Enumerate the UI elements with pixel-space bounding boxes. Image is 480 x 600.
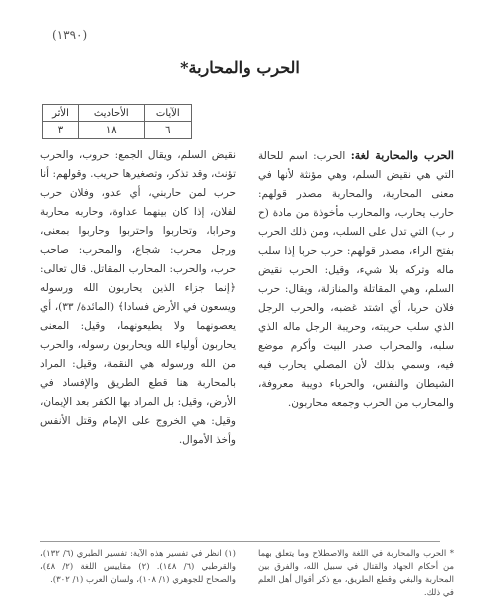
stats-value-athar: ٣ xyxy=(43,122,79,139)
footnote-right-text: * الحرب والمحاربة في اللغة والاصطلاح وما يتعلق بهما من أحكام الجهاد والقتال في سبيل الله، والفرق بين المحاربة والبغي وقطع الطريق، مع ذكر أقوال أهل العلم في ذلك. xyxy=(258,549,454,598)
stats-table-header-row xyxy=(43,105,192,122)
left-column-body: نقيض السلم، ويقال الجمع: حروب، والحرب تؤنث، وقد تذكر، وتصغيرها حريب. وقولهم: أنا حرب لمن حاربني، أي عدو، وفلان حرب لفلان، إذا كان بينهما عداوة، وحاربه محاربة وحرابا، وتحاربوا واحتربوا وحاربوا بمعنى، ورجل محرب: شجاع، والمحرب: صاحب حرب، والحرب: المحارب المقاتل. قال تعالى: ﴿إنما جزاء الذين يحاربون الله ورسوله ويسعون في الأرض فسادا﴾ (المائدة/ ٣٣)، أي يعصونهما ولا يطيعونهما، وقيل: المعنى يحاربون أولياء الله ويحاربون رسوله، والحرب من الله ورسوله هي النقمة، وقيل: المراد بالمحاربة هنا قطع الطريق والإفساد في الأرض، وقيل: بل المراد بها الكفر بعد الإيمان، وقيل: هي الخروج على الإمام وقتل الأنفس وأخذ الأموال. xyxy=(40,149,236,446)
footnote-divider xyxy=(40,541,440,542)
stats-header-verses: الآيات xyxy=(144,105,191,122)
stats-header-hadiths: الأحاديث xyxy=(78,105,144,122)
stats-header-athar: الأثر xyxy=(43,105,79,122)
section-heading: الحرب والمحاربة لغة: xyxy=(350,149,454,162)
stats-value-hadiths: ١٨ xyxy=(78,122,144,139)
footnote-left-text: (١) انظر في تفسير هذه الآية: تفسير الطبري (٦/ ١٣٢)، والقرطبي (٦/ ١٤٨). (٢) مقاييس اللغة (٢/ ٤٨)، والصحاح للجوهري (١/ ١٠٨)، ولسان العرب (١/ ٣٠٢). xyxy=(40,549,236,585)
stats-table xyxy=(42,104,192,139)
stats-value-verses: ٦ xyxy=(144,122,191,139)
right-column-body: الحرب: اسم للحالة التي هي نقيض السلم، وهي مؤنثة لأنها في معنى المحاربة، والمحاربة مصدر قولهم: حارب يحارب، والمحارب مأخوذة من مادة (ح ر ب) التي تدل على السلب، ومن ذلك الحرب بفتح الراء، مصدر قولهم: حرب حربا إذا سلب ماله وتركه بلا شيء، وقيل: الحرب نقيض السلم، وهي المقاتلة والمنازلة، ويقال: حرب فلان حربا، أي اشتد غضبه، والحرب الرجل الذي سلب حريبته، وحريبة الرجل ماله الذي سلبه، والمحراب صدر البيت وأكرم موضع فيه، وسمي بذلك لأن المصلي يحارب فيه الشيطان والنفس، والحرباء دويبة معروفة، والمحارب من الحرب وجمعه محاربون. xyxy=(258,150,454,409)
footnote-right xyxy=(258,548,454,600)
page-title: الحرب والمحاربة* xyxy=(180,58,300,77)
left-text-column xyxy=(40,146,236,450)
stats-table-value-row xyxy=(43,122,192,139)
right-text-column xyxy=(258,146,454,413)
footnote-left xyxy=(40,548,236,587)
page-number: (١٣٩٠) xyxy=(52,28,88,42)
